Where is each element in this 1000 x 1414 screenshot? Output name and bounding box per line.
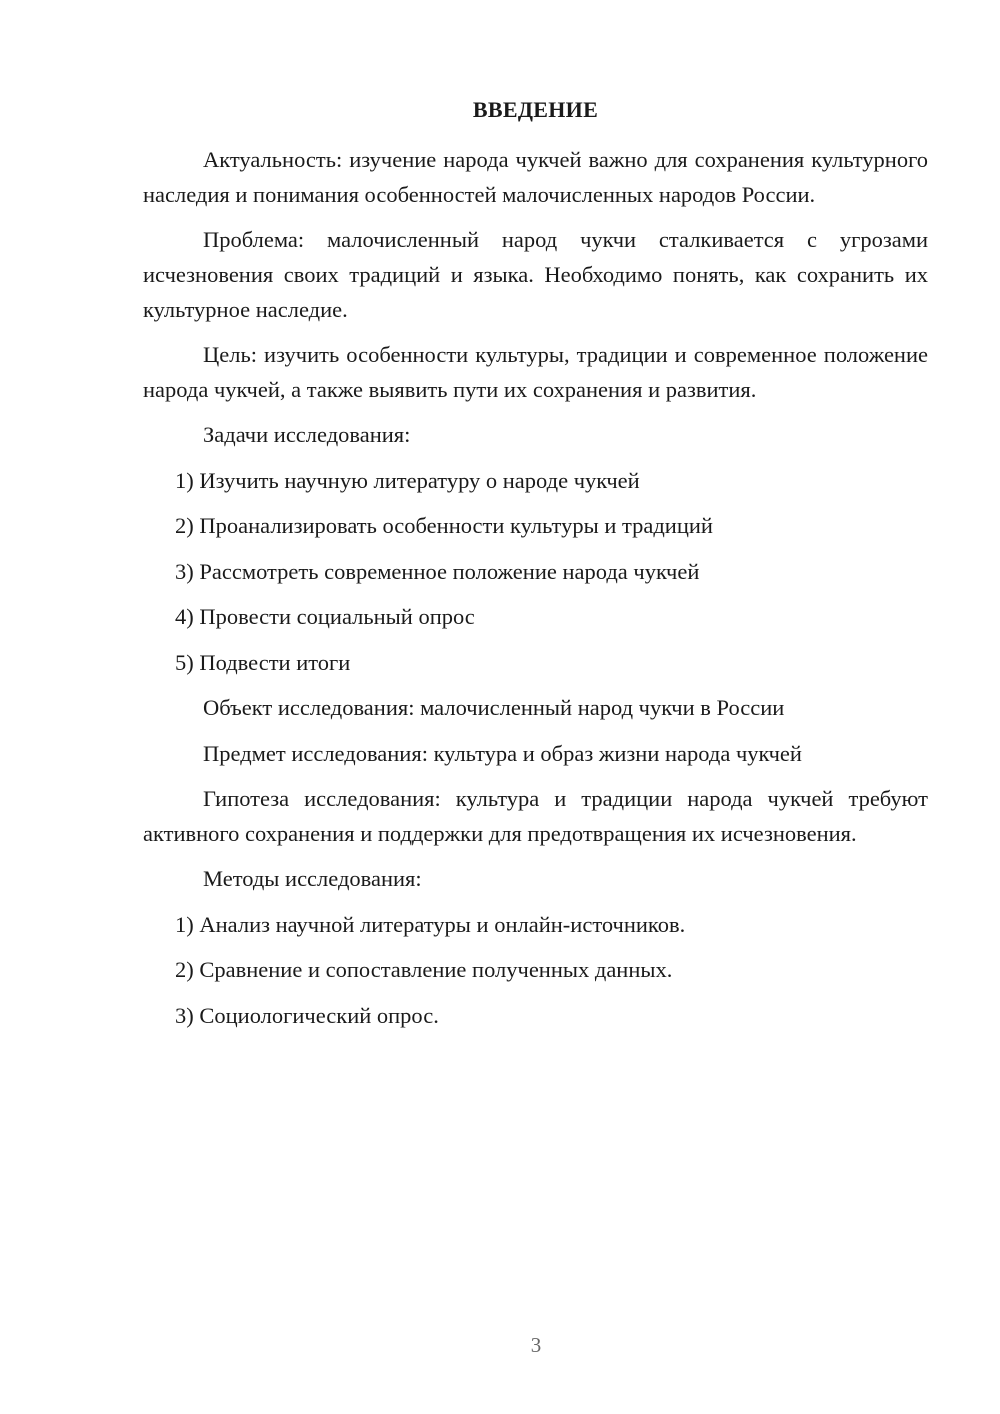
task-item: 4) Провести социальный опрос (175, 604, 475, 629)
task-item: 1) Изучить научную литературу о народе чукчей (175, 467, 640, 493)
research-object: Объект исследования: малочисленный народ чукчи в России (203, 695, 785, 720)
task-item: 2) Проанализировать особенности культуры и традиций (175, 513, 713, 538)
task-item: 5) Подвести итоги (175, 649, 351, 675)
section-heading: ВВЕДЕНИЕ (472, 97, 599, 122)
problem-paragraph: Проблема: малочисленный народ чукчи сталкивается с угрозами исчезновения своих традиций и языка. Необходимо понять, как сохранить их культурное наследие. (143, 227, 928, 322)
methods-title: Методы исследования: (203, 866, 422, 891)
hypothesis-paragraph: Гипотеза исследования: культура и традиции народа чукчей требуют активного сохранения и поддержки для предотвращения их исчезновения. (143, 786, 928, 846)
document-body (143, 142, 928, 1043)
task-item: 3) Рассмотреть современное положение народа чукчей (175, 558, 700, 584)
relevance-paragraph: Актуальность: изучение народа чукчей важно для сохранения культурного наследия и понимания особенностей малочисленных народов России. (143, 147, 928, 207)
tasks-title: Задачи исследования: (203, 422, 411, 447)
method-item: 2) Сравнение и сопоставление полученных данных. (175, 957, 673, 982)
method-item: 3) Социологический опрос. (175, 1002, 439, 1028)
goal-paragraph: Цель: изучить особенности культуры, традиции и современное положение народа чукчей, а также выявить пути их сохранения и развития. (143, 342, 928, 402)
page-number: 3 (530, 1333, 542, 1357)
method-item: 1) Анализ научной литературы и онлайн-источников. (175, 911, 686, 937)
research-subject: Предмет исследования: культура и образ жизни народа чукчей (203, 740, 802, 766)
